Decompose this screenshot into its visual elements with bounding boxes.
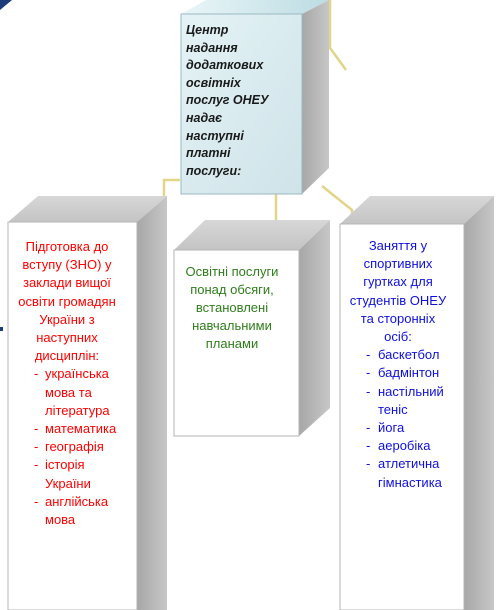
list-item: - географія [14,438,120,456]
right-list [346,346,450,492]
corner-marker [0,0,12,10]
list-item: - йога [346,419,450,437]
left-edge-tick [0,327,3,331]
center-box-text [186,22,290,180]
list-item: - українська мова та література [14,365,120,420]
center-line: наступні [186,128,244,143]
center-line: додаткових [186,58,264,73]
center-line: послуг ОНЕУ [186,93,269,108]
center-line: Центр [186,23,229,37]
right-box-side [464,196,494,610]
list-item: - атлетична гімнастика [346,455,450,491]
list-item: - баскетбол [346,346,450,364]
list-item: - аеробіка [346,437,450,455]
middle-box-side [299,220,330,436]
center-line: платні [186,146,231,161]
list-item: - англійська мова [14,493,120,529]
list-item: - бадмінтон [346,364,450,382]
right-heading: Заняття у спортивних гуртках для студентів ОНЕУ та сторонніх осіб: [349,238,447,345]
center-line: освітніх [186,75,241,90]
left-list [14,365,120,529]
list-item: - настільний теніс [346,383,450,419]
left-box-side [137,196,167,610]
center-line: надає [186,110,223,125]
right-box-text [346,237,450,492]
left-heading: Підготовка до вступу (ЗНО) у заклади вищої освіти громадян України з наступних дисциплін: [18,239,116,364]
middle-box-text: Освітні послуги понад обсяги, встановлені навчальними планами [185,264,279,351]
list-item: - математика [14,420,120,438]
connector-right-top [330,0,346,70]
center-line: надання [186,40,238,55]
left-box-text [14,238,120,529]
center-line: послуги: [186,163,242,178]
center-box-side [302,0,329,194]
list-item: - історія України [14,456,120,492]
